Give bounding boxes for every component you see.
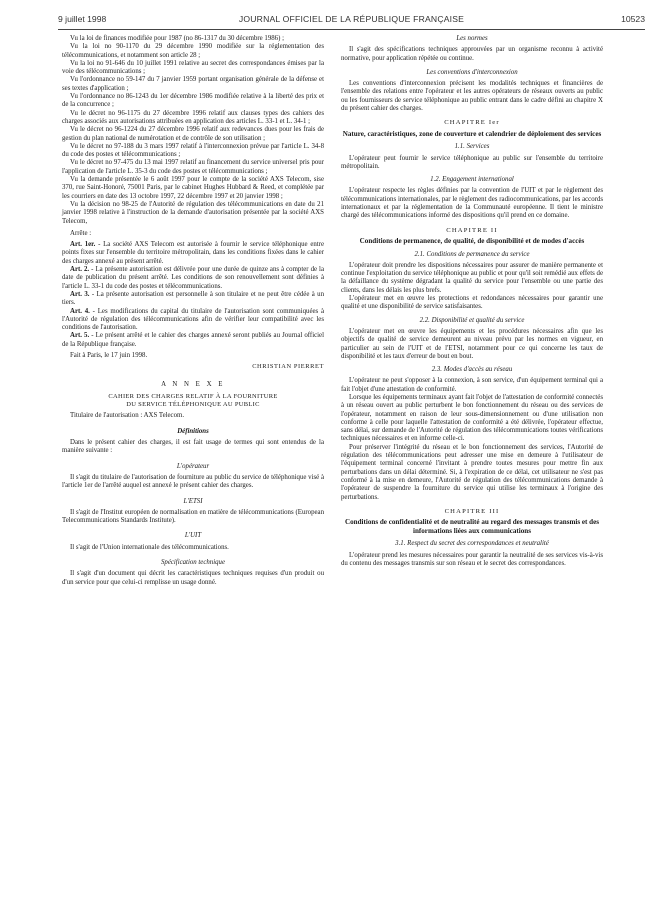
vu-paragraph: Vu le décret no 97-188 du 3 mars 1997 relatif à l'interconnexion prévue par l'article L. 34-8 du code des postes et télécommunications ; (62, 142, 324, 159)
term-heading: Spécification technique (160, 559, 226, 567)
vu-paragraph: Vu le décret no 97-475 du 13 mai 1997 relatif au financement du service universel pris pour l'application de l'article L. 35-3 du code des postes et télécommunications ; (62, 159, 324, 175)
article-label: Art. 4. (70, 307, 90, 315)
definitions-heading: Définitions (177, 427, 209, 435)
normes-text: Il s'agit des spécifications techniques approuvées par un organisme reconnu à activité normative, pour application répétée ou continue. (341, 46, 603, 62)
section-text: Pour préserver l'intégrité du réseau et le bon fonctionnement des services, l'Autorité de régulation des télécommunications peut adresser une mise en demeure à l'utilisateur de l'équipement terminal concerné l'invitant à prendre toutes mesures pour mettre fin aux perturbations dans un délai déterminé. Si, à l'expiration de ce délai, cet utilisateur ne s'est pas conformé à la mise en demeure, l'Autorité de régulation des télécommunications demande à l'opérateur de suspendre la fourniture du service qui utilise les terminaux à l'origine des perturbations. (341, 443, 603, 501)
term-heading: L'UIT (184, 532, 202, 540)
vu-paragraph: Vu le décret no 96-1175 du 27 décembre 1996 relatif aux clauses types des cahiers des charges associés aux autorisations attribuées en application des articles L. 33-1 et L. 34-1 ; (62, 109, 324, 125)
annexe-heading: A N N E X E (161, 380, 225, 388)
section-heading: 2.3. Modes d'accès au réseau (431, 366, 513, 374)
header-page-number: 10523 (621, 14, 645, 24)
article-text: - La présente autorisation est délivrée pour une durée de quinze ans à compter de la date de publication du présent arrêté. Les conditions de son renouvellement sont définies à l'article L. 33-1 du code des postes et télécommunications. (62, 266, 324, 290)
header-date: 9 juillet 1998 (58, 14, 107, 24)
term-definition: Il s'agit d'un document qui décrit les caractéristiques techniques requises d'un produit ou d'un service pour que celui-ci remplisse un usage donné. (62, 570, 324, 586)
page-header (58, 14, 645, 28)
chapter-heading: CHAPITRE II (446, 226, 498, 234)
section-text: L'opérateur doit prendre les dispositions nécessaires pour assurer de manière permanente et continue l'exploitation du service téléphonique au public et pour qu'il soit remédié aux effets de la défaillance du système dégradant la qualité du service pour l'ensemble ou une partie des clients, dans les délais les plus brefs. (341, 261, 603, 294)
vu-paragraph: Vu l'ordonnance no 86-1243 du 1er décembre 1986 modifiée relative à la liberté des prix et de la concurrence ; (62, 93, 324, 109)
section-text: L'opérateur respecte les règles définies par la convention de l'UIT et par le règlement des télécommunications internationales, par le règlement des radiocommunications, par les accords internationaux et par la réglementation de la Communauté européenne. Il tient le ministre chargé des télécommunications informé des dispositions qu'il prend en ce domaine. (341, 187, 603, 220)
section-text: L'opérateur ne peut s'opposer à la connexion, à son service, d'un équipement terminal qui a fait l'objet d'une attestation de conformité. (341, 377, 603, 393)
arrete-line: Arrête : (70, 229, 92, 237)
vu-paragraph: Vu la loi no 90-1170 du 29 décembre 1990 modifiée sur la réglementation des télécommunications, et notamment son article 28 ; (62, 43, 324, 59)
term-definition: Il s'agit de l'Union internationale des télécommunications. (70, 543, 229, 551)
left-column (62, 35, 324, 587)
titulaire-line: Titulaire de l'autorisation : AXS Telecom. (70, 412, 185, 420)
right-column (341, 35, 603, 568)
article-label: Art. 3. (70, 290, 90, 298)
article-text: - La société AXS Telecom est autorisée à fournir le service téléphonique entre points fixes sur l'ensemble du territoire métropolitain, dans les conditions fixées dans le cahier des charges annexé au présent arrêté. (62, 241, 324, 265)
article-text: - Le présent arrêté et le cahier des charges annexé seront publiés au Journal officiel de la République française. (62, 332, 324, 348)
article-label: Art. 2. (70, 266, 90, 274)
section-text: L'opérateur met en œuvre les protections et redondances nécessaires pour garantir une qualité et une disponibilité de service satisfaisantes. (341, 295, 603, 311)
article-paragraph (62, 332, 324, 349)
article-label: Art. 5. (70, 332, 90, 340)
section-heading: 3.1. Respect du secret des correspondances et neutralité (395, 540, 549, 548)
section-text: L'opérateur met en œuvre les équipements et les procédures nécessaires afin que les objectifs de qualité de service demeurent au niveau prévu par les normes en vigueur, en particulier au sein de l'UIT et de l'ETSI, notamment pour ce qui concerne les taux de disponibilité et les taux d'erreur de bout en bout. (341, 327, 603, 360)
article-label: Art. 1er. (70, 241, 96, 249)
vu-paragraph: Vu l'ordonnance no 59-147 du 7 janvier 1959 portant organisation générale de la défense et ses textes d'application ; (62, 76, 324, 92)
section-heading: 2.2. Disponibilité et qualité du service (419, 316, 525, 324)
term-heading: L'ETSI (183, 497, 203, 505)
vu-paragraph: Vu la décision no 98-25 de l'Autorité de régulation des télécommunications en date du 21 janvier 1998 relative à l'instruction de la demande d'autorisation présentée par la société AXS Telecom, (62, 200, 324, 225)
cahier-title-line-2: DU SERVICE TÉLÉPHONIQUE AU PUBLIC (126, 401, 260, 409)
article-paragraph (62, 308, 324, 333)
section-text: L'opérateur prend les mesures nécessaires pour garantir la neutralité de ses services vis-à-vis du contenu des messages transmis sur son réseau et le secret des correspondances. (341, 551, 603, 567)
chapter-title: Conditions de confidentialité et de neutralité au regard des messages transmis et des informations liées aux communications (344, 518, 600, 535)
conventions-text: Les conventions d'interconnexion précisent les modalités techniques et financières de l'ensemble des relations entre l'opérateur et les autres opérateurs de réseaux ouverts au public ou les fournisseurs de service téléphonique au public entrant dans le cadre défini au chapitre X du présent cahier des charges. (341, 80, 603, 113)
normes-heading: Les normes (456, 35, 488, 42)
vu-paragraph: Vu la loi no 91-646 du 10 juillet 1991 relative au secret des correspondances émises par la voie des télécommunications ; (62, 59, 324, 76)
section-heading: 1.1. Services (454, 143, 490, 151)
section-text: Lorsque les équipements terminaux ayant fait l'objet de l'attestation de conformité connectés à un réseau ouvert au public perturbent le bon fonctionnement du réseau ou des services de l'opérateur, notamment en raison de leur sous-dimensionnement ou d'une utilisation non conforme à celle pour laquelle l'attestation de conformité a été délivrée, l'opérateur effectue, sans délai, sur demande de l'Autorité de régulation des télécommunications toutes vérifications techniques nécessaires et en informe celle-ci. (341, 393, 603, 443)
term-definition: Il s'agit de l'Institut européen de normalisation en matière de télécommunications (European Telecommunications Standards Institute). (62, 508, 324, 525)
header-title: JOURNAL OFFICIEL DE LA RÉPUBLIQUE FRANÇAISE (238, 14, 465, 24)
chapter-heading: CHAPITRE Ier (444, 119, 500, 127)
section-heading: 1.2. Engagement international (430, 176, 514, 184)
cahier-title-line-1: CAHIER DES CHARGES RELATIF À LA FOURNITURE (108, 392, 278, 400)
fait-line: Fait à Paris, le 17 juin 1998. (70, 351, 148, 359)
term-heading: L'opérateur (176, 462, 210, 470)
vu-paragraph: Vu la demande présentée le 6 août 1997 pour le compte de la société AXS Telecom, sise 370, rue Saint-Honoré, 75001 Paris, par le cabinet Hughes Hubbard & Reed, et complétée par les courriers en date des 13 octobre 1997, 22 décembre 1997 et 20 janvier 1998 ; (62, 176, 324, 200)
vu-paragraph: Vu le décret no 96-1224 du 27 décembre 1996 relatif aux redevances dues pour les frais de gestion du plan national de numérotation et de contrôle de son utilisation ; (62, 126, 324, 142)
conventions-heading: Les conventions d'interconnexion (426, 68, 518, 76)
definitions-intro: Dans le présent cahier des charges, il est fait usage de termes qui sont entendus de la manière suivante : (62, 439, 324, 455)
term-definition: Il s'agit du titulaire de l'autorisation de fourniture au public du service de téléphonique visé à l'article 1er de l'arrêté auquel est annexé le présent cahier des charges. (62, 473, 324, 490)
chapter-title: Conditions de permanence, de qualité, de disponibilité et de modes d'accès (359, 236, 585, 245)
chapter-title: Nature, caractéristiques, zone de couverture et calendrier de déploiement des services (342, 129, 602, 138)
header-rule (58, 29, 645, 30)
chapter-heading: CHAPITRE III (444, 507, 500, 515)
vu-paragraph: Vu la loi de finances modifiée pour 1987 (no 86-1317 du 30 décembre 1986) ; (70, 35, 284, 42)
article-paragraph (62, 241, 324, 266)
section-text: L'opérateur peut fournir le service téléphonique au public sur l'ensemble du territoire métropolitain. (341, 154, 603, 170)
signature: CHRISTIAN PIERRET (252, 363, 324, 371)
section-heading: 2.1. Conditions de permanence du service (414, 250, 530, 258)
article-text: - La présente autorisation est personnelle à son titulaire et ne peut être cédée à un tiers. (62, 290, 324, 307)
article-text: - Les modifications du capital du titulaire de l'autorisation sont communiquées à l'Autorité de régulation des télécommunications afin de vérifier leur compatibilité avec les conditions de l'autorisation. (62, 307, 324, 332)
article-paragraph (62, 291, 324, 308)
article-paragraph (62, 266, 324, 291)
